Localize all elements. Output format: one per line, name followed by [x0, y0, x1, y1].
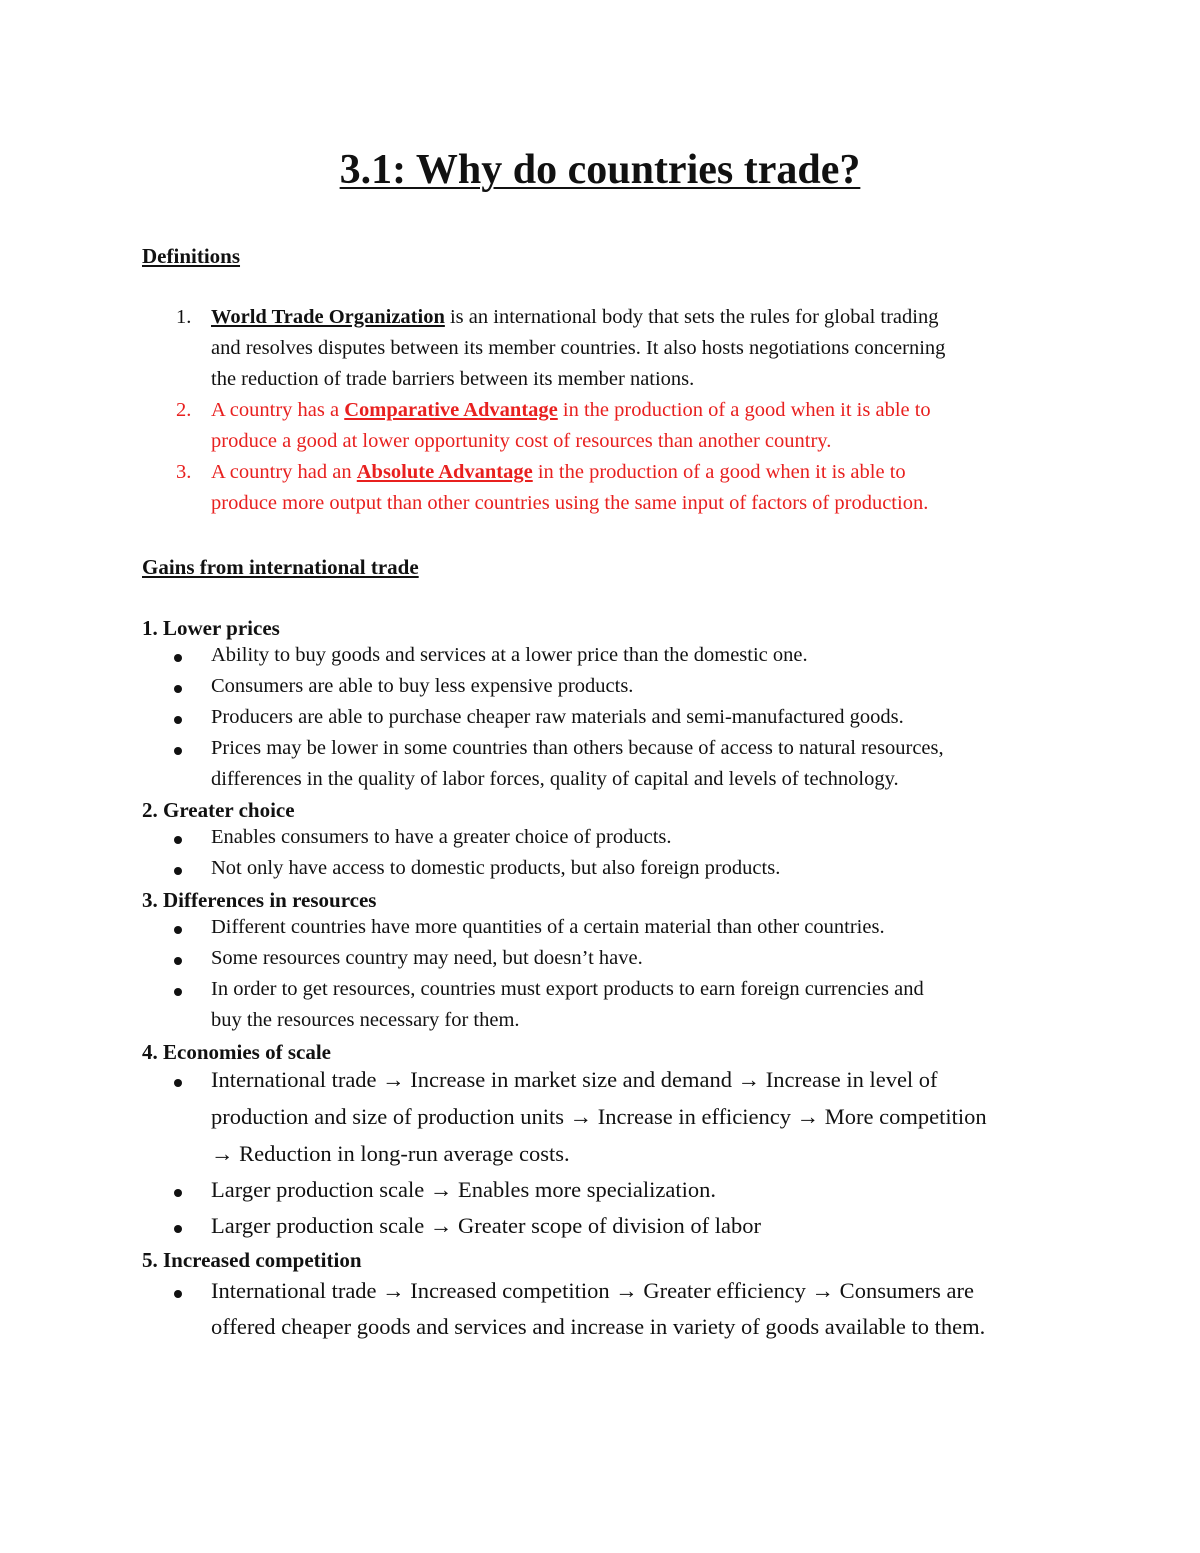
definition-1-line-1 — [211, 306, 938, 329]
bullet-icon — [174, 836, 182, 844]
definition-number: 1. — [176, 306, 192, 328]
bullet-icon — [174, 988, 182, 996]
bullet-text-continuation: buy the resources necessary for them. — [211, 1009, 520, 1031]
definition-2-line-1 — [211, 399, 931, 422]
bullet-text-continuation: → Reduction in long-run average costs. — [211, 1141, 570, 1166]
definition-2-line-2: produce a good at lower opportunity cost of resources than another country. — [211, 430, 832, 452]
bullet-icon — [174, 1290, 182, 1298]
bullet-text: Consumers are able to buy less expensive products. — [211, 675, 634, 697]
bullet-text: Ability to buy goods and services at a lower price than the domestic one. — [211, 644, 808, 666]
page-title: 3.1: Why do countries trade? — [339, 147, 861, 193]
bullet-icon — [174, 1225, 182, 1233]
definition-3-line-1 — [211, 461, 906, 484]
bullet-text-continuation: offered cheaper goods and services and increase in variety of goods available to them. — [211, 1314, 986, 1339]
bullet-text-continuation: differences in the quality of labor forces, quality of capital and levels of technology. — [211, 768, 899, 790]
gain-economies-of-scale-title: 4. Economies of scale — [142, 1040, 331, 1064]
bullet-text: Some resources country may need, but doesn’t have. — [211, 947, 643, 969]
bullet-text: Larger production scale → Greater scope of division of labor — [211, 1213, 762, 1238]
bullet-text: International trade → Increase in market size and demand → Increase in level of — [211, 1067, 938, 1092]
bullet-icon — [174, 1189, 182, 1197]
definition-text: A country has a — [211, 399, 345, 421]
gains-heading: Gains from international trade — [142, 555, 419, 579]
definitions-heading: Definitions — [142, 244, 241, 268]
definition-1-line-2: and resolves disputes between its member countries. It also hosts negotiations concerning — [211, 337, 946, 359]
definition-text: is an international body that sets the rules for global trading — [444, 306, 939, 328]
definition-text: in the production of a good when it is able to — [532, 461, 906, 483]
gain-lower-prices-title: 1. Lower prices — [142, 616, 280, 640]
bullet-icon — [174, 654, 182, 662]
bullet-icon — [174, 957, 182, 965]
definition-text: A country had an — [211, 461, 357, 483]
bullet-icon — [174, 926, 182, 934]
bullet-text: International trade → Increased competition → Greater efficiency → Consumers are — [211, 1278, 975, 1303]
definition-text: in the production of a good when it is able to — [557, 399, 931, 421]
gain-increased-competition-title: 5. Increased competition — [142, 1248, 362, 1272]
term-comparative-advantage: Comparative Advantage — [344, 399, 558, 421]
bullet-text: Enables consumers to have a greater choice of products. — [211, 826, 672, 848]
bullet-text: Prices may be lower in some countries than others because of access to natural resources, — [211, 737, 944, 759]
definition-number: 3. — [176, 461, 192, 483]
bullet-icon — [174, 685, 182, 693]
bullet-text: Producers are able to purchase cheaper raw materials and semi-manufactured goods. — [211, 706, 904, 728]
bullet-icon — [174, 716, 182, 724]
gain-differences-in-resources-title: 3. Differences in resources — [142, 888, 377, 912]
definition-1-line-3: the reduction of trade barriers between its member nations. — [211, 368, 695, 390]
bullet-icon — [174, 747, 182, 755]
bullet-text: Larger production scale → Enables more specialization. — [211, 1177, 717, 1202]
bullet-text: In order to get resources, countries must export products to earn foreign currencies and — [211, 978, 924, 1000]
bullet-icon — [174, 867, 182, 875]
definition-number: 2. — [176, 399, 192, 421]
term-absolute-advantage: Absolute Advantage — [356, 461, 533, 483]
bullet-text: Different countries have more quantities of a certain material than other countries. — [211, 916, 885, 938]
gain-greater-choice-title: 2. Greater choice — [142, 798, 295, 822]
term-world-trade-organization: World Trade Organization — [211, 306, 445, 328]
bullet-text-continuation: production and size of production units → Increase in efficiency → More competition — [211, 1104, 987, 1129]
bullet-icon — [174, 1079, 182, 1087]
bullet-text: Not only have access to domestic products, but also foreign products. — [211, 857, 781, 879]
definition-3-line-2: produce more output than other countries using the same input of factors of production. — [211, 492, 929, 514]
